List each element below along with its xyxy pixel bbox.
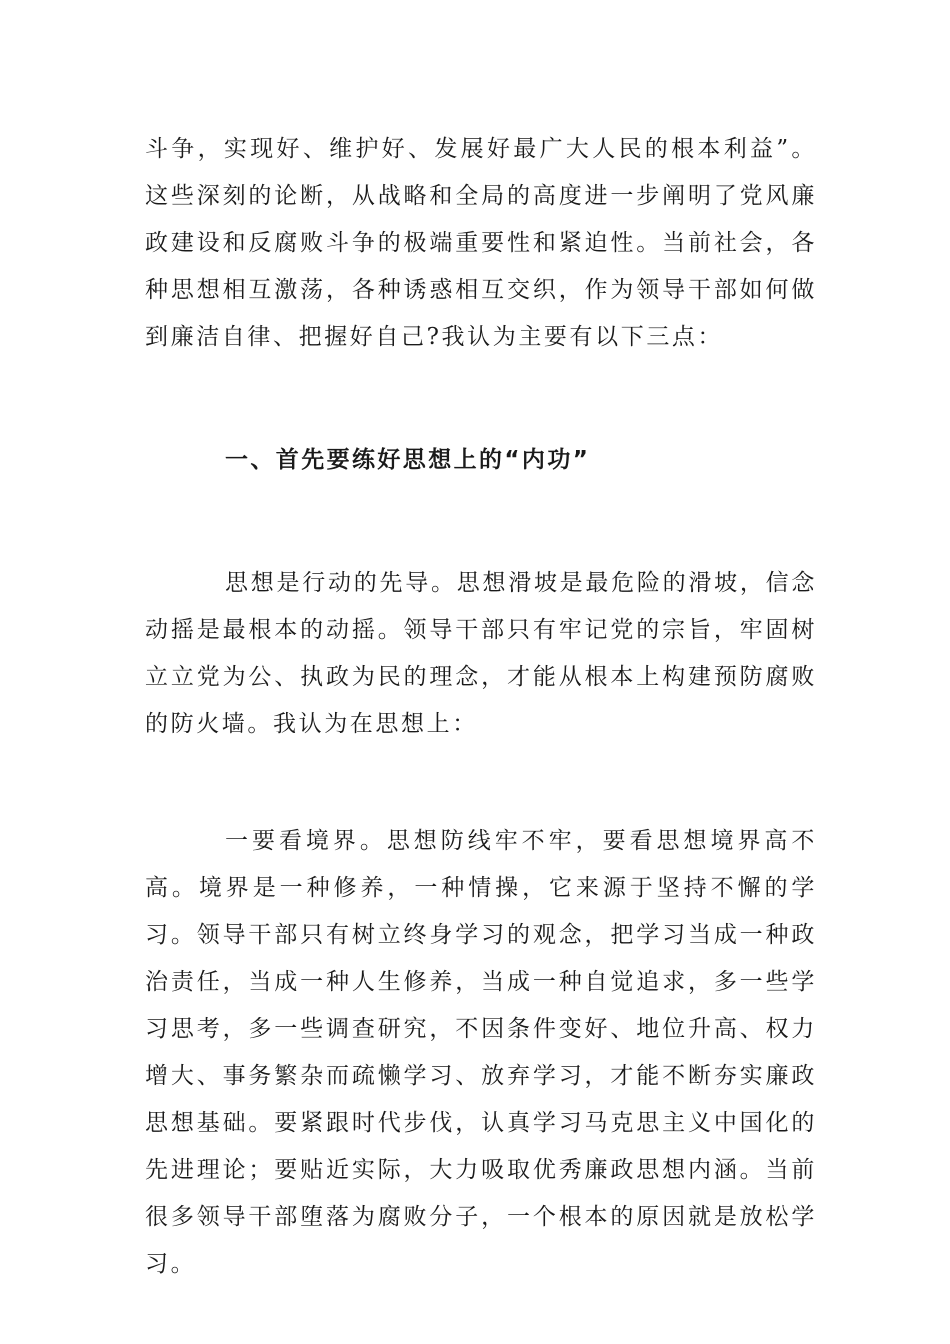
document-page	[145, 126, 817, 1288]
body-paragraph: 斗争，实现好、维护好、发展好最广大人民的根本利益”。这些深刻的论断，从战略和全局的高度进一步阐明了党风廉政建设和反腐败斗争的极端重要性和紧迫性。当前社会，各种思想相互激荡，各种诱惑相互交织，作为领导干部如何做到廉洁自律、把握好自己?我认为主要有以下三点：	[145, 136, 817, 350]
body-paragraph: 一要看境界。思想防线牢不牢，要看思想境界高不高。境界是一种修养，一种情操，它来源于坚持不懈的学习。领导干部只有树立终身学习的观念，把学习当成一种政治责任，当成一种人生修养，当成一种自觉追求，多一些学习思考，多一些调查研究，不因条件变好、地位升高、权力增大、事务繁杂而疏懒学习、放弃学习，才能不断夯实廉政思想基础。要紧跟时代步伐，认真学习马克思主义中国化的先进理论；要贴近实际，大力吸取优秀廉政思想内涵。当前很多领导干部堕落为腐败分子，一个根本的原因就是放松学习。	[145, 828, 817, 1277]
section-heading: 一、首先要练好思想上的“内功”	[225, 447, 591, 473]
body-paragraph: 思想是行动的先导。思想滑坡是最危险的滑坡，信念动摇是最根本的动摇。领导干部只有牢记党的宗旨，牢固树立立党为公、执政为民的理念，才能从根本上构建预防腐败的防火墙。我认为在思想上：	[145, 570, 817, 737]
